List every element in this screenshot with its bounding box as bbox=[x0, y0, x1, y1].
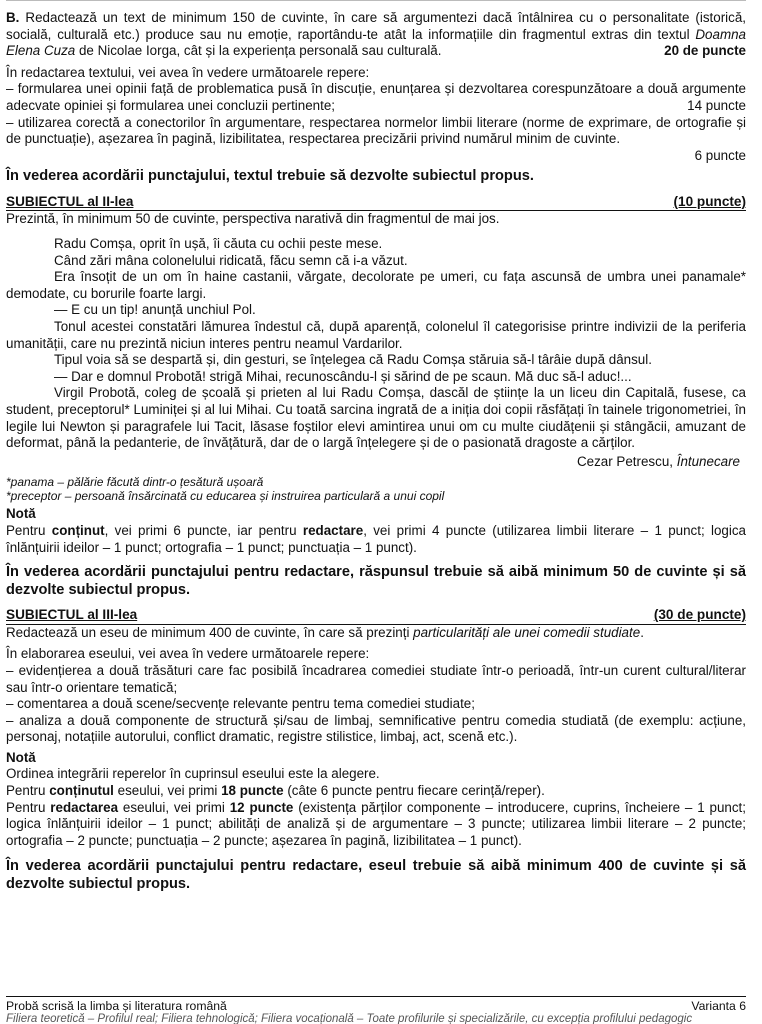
s2-fragment bbox=[6, 236, 746, 452]
s2-footnote-2: *preceptor – persoană însărcinată cu educarea și instruirea particulară a unui copil bbox=[6, 489, 445, 504]
s2-work: Întunecare bbox=[676, 453, 740, 469]
partB-reper-2: – utilizarea corectă a conectorilor în argumentare, respectarea normelor limbii literare (norme de exprimare, de ortografie și de punctuație), așezarea în pagină, lizibilitatea, respectarea precizării privind numărul minim de cuvinte. bbox=[6, 114, 746, 147]
s3-nota-3: Pentru redactarea eseului, vei primi 12 puncte (existența părților componente – introducere, cuprins, încheiere – 1 punct; logica înlănțuirii ideilor – 1 punct; abilități de analiză și de argumentare – 3 puncte; utilizarea limbii literare – 2 puncte; ortografia – 2 puncte; punctuația – 2 puncte; așezarea în pagină, lizibilitatea – 1 punct). bbox=[6, 799, 746, 848]
partB-intro: În redactarea textului, vei avea în vedere următoarele repere: bbox=[6, 64, 370, 80]
footer-variant: Varianta 6 bbox=[691, 999, 746, 1013]
partB-reper-2-points: 6 puncte bbox=[694, 147, 746, 163]
s3-heading bbox=[6, 607, 746, 625]
s3-reper-1: – evidențierea a două trăsături care fac posibilă încadrarea comediei studiate într-o perioadă, într-un curent cultural/literar sau într-o orientare tematică; bbox=[6, 662, 746, 695]
s2-author: Cezar Petrescu, bbox=[576, 453, 677, 469]
page-footer bbox=[6, 996, 746, 1013]
partB-points: 20 de puncte bbox=[664, 43, 746, 59]
s2-title: SUBIECTUL al II-lea bbox=[6, 193, 134, 209]
s3-points: (30 de puncte) bbox=[653, 607, 746, 623]
partB-reper-1-points: 14 puncte bbox=[687, 97, 746, 113]
fragment-paragraph: Tipul voia să se despartă și, din gesturi, se înțelegea că Radu Comșa stăruia să-l târâie după dânsul. bbox=[54, 352, 652, 368]
s3-title: SUBIECTUL al III-lea bbox=[6, 607, 138, 623]
footer-line-2: Filiera teoretică – Profilul real; Filiera tehnologică; Filiera vocațională – Toate profilurile și specializările, cu excepția profilului pedagogic bbox=[6, 1013, 693, 1024]
s2-task: Prezintă, în minimum 50 de cuvinte, perspectiva narativă din fragmentul de mai jos. bbox=[6, 211, 500, 227]
s3-nota-2: Pentru conținutul eseului, vei primi 18 puncte (câte 6 puncte pentru fiecare cerință/reper). bbox=[6, 783, 545, 799]
fragment-paragraph: Era însoțit de un om în haine castanii, vărgate, decolorate pe umeri, cu fața ascunsă de umbra unei panamale* demodate, cu borurile foarte largi. bbox=[6, 269, 746, 301]
partB-task-a: Redactează un text de minimum 150 de cuvinte, în care să argumentezi dacă întâlnirea cu o personalitate (istorică, socială, culturală etc.) produce sau nu emoție, raportându-te atât la informațiile din fragmentul extras din textul bbox=[6, 10, 746, 42]
s2-nota: Pentru conținut, vei primi 6 puncte, iar pentru redactare, vei primi 4 puncte (utilizarea limbii literare – 1 punct; logica înlănțuirii ideilor – 1 punct; ortografia – 1 punct; punctuația – 1 punct). bbox=[6, 522, 746, 555]
exam-page bbox=[6, 10, 746, 893]
s2-footnote-1: *panama – pălărie făcută dintr-o țesătură ușoară bbox=[6, 475, 264, 490]
fragment-paragraph: Virgil Probotă, coleg de școală și prieten al lui Radu Comșa, dascăl de științe la un liceu din Capitală, fusese, ca student, preceptorul* Luminiței și al lui Mihai. Cu toată sarcina ingrată de a iniția doi copii răsfățați în tainele trigonometriei, în legile lui Newton și paragrafele lui Tacit, lăsase foștilor elevi amintirea unui om cu multe ciudățenii și stângăcii, amuzant de deformat, până la pedanterie, de învățătură, dar de o largă înțelegere și de o pasionată dragoste a cărților. bbox=[6, 385, 746, 451]
s3-reper-2: – comentarea a două scene/secvențe relevante pentru tema comediei studiate; bbox=[6, 696, 475, 712]
partB-task-b: de Nicolae Iorga, cât și la experiența personală sau culturală. bbox=[75, 43, 442, 59]
partB-text-title: Doamna Elena Cuza bbox=[6, 26, 746, 59]
s2-source bbox=[6, 454, 740, 471]
s3-reper-3: – analiza a două componente de structură și/sau de limbaj, semnificative pentru comedia studiată (de exemplu: acțiune, personaj, notațiile autorului, conflict dramatic, registre stilistice, limbaj, act, scenă etc.). bbox=[6, 712, 746, 745]
partB-task: B. Redactează un text de minimum 150 de cuvinte, în care să argumentezi dacă întâlnirea cu o personalitate (istorică, socială, culturală etc.) produce sau nu emoție, raportându-te atât la informațiile din fragmentul extras din textul Doamna Elena Cuza de Nicolae Iorga, cât și la experiența personală sau culturală. 20 de puncte bbox=[6, 10, 746, 59]
s3-task: Redactează un eseu de minimum 400 de cuvinte, în care să prezinți particularități ale unei comedii studiate. bbox=[6, 624, 644, 640]
fragment-paragraph: Radu Comșa, oprit în ușă, îi căuta cu ochii peste mese. bbox=[54, 236, 383, 252]
fragment-paragraph: Tonul acestei constatări lămurea îndestul că, după aparență, colonelul îl categorisise printre indivizii de la periferia umanității, care nu prezintă niciun interes pentru neamul Vardarilor. bbox=[6, 319, 746, 351]
top-rule bbox=[6, 0, 746, 2]
fragment-paragraph: — Dar e domnul Probotă! strigă Mihai, recunoscându-l și sărind de pe scaun. Mă duc să-l aduc!... bbox=[54, 368, 632, 384]
fragment-paragraph: Când zări mâna colonelului ridicată, făcu semn că i-a văzut. bbox=[54, 252, 408, 268]
s3-intro: În elaborarea eseului, vei avea în vedere următoarele repere: bbox=[6, 646, 370, 662]
s3-final-note: În vederea acordării punctajului pentru redactare, eseul trebuie să aibă minimum 400 de cuvinte și să dezvolte subiectul propus. bbox=[6, 858, 746, 892]
partB-note: În vederea acordării punctajului, textul trebuie să dezvolte subiectul propus. bbox=[6, 168, 534, 185]
s3-nota-label: Notă bbox=[6, 749, 36, 765]
s2-nota-label: Notă bbox=[6, 506, 36, 522]
s3-nota-1: Ordinea integrării reperelor în cuprinsul eseului este la alegere. bbox=[6, 766, 380, 782]
footer-exam: Probă scrisă la limba și literatura română bbox=[6, 999, 227, 1013]
partB-reper-1: – formularea unei opinii față de problematica pusă în discuție, enunțarea și dezvoltarea corespunzătoare a două argumente adecvate opiniei și formularea unei concluzii pertinente; 14 puncte bbox=[6, 81, 746, 113]
fragment-paragraph: — E cu un tip! anunță unchiul Pol. bbox=[54, 302, 256, 318]
s2-final-note: În vederea acordării punctajului pentru redactare, răspunsul trebuie să aibă minimum 50 de cuvinte și să dezvolte subiectul propus. bbox=[6, 564, 746, 598]
s2-heading bbox=[6, 194, 746, 212]
s2-points: (10 puncte) bbox=[673, 193, 746, 209]
